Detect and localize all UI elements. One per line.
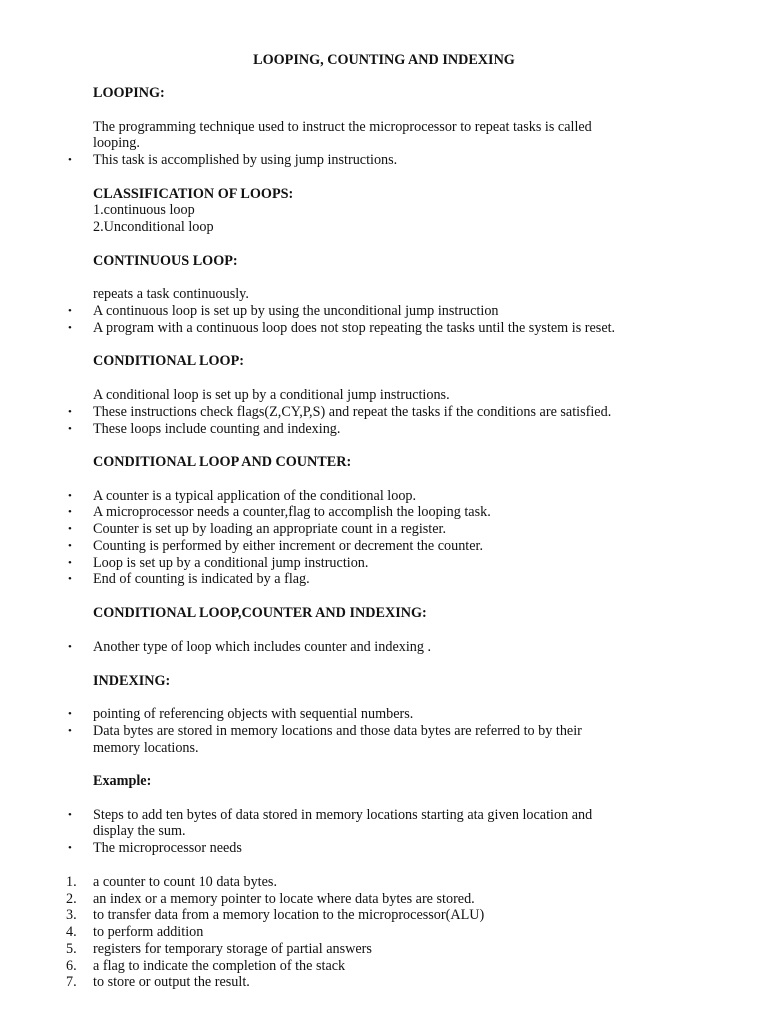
bullet-text: A continuous loop is set up by using the unconditional jump instruction [93, 303, 499, 319]
bullet-text: Loop is set up by a conditional jump instruction. [93, 555, 369, 571]
bullet-icon: • [68, 725, 72, 737]
list-number: 1. [66, 874, 77, 890]
bullet-text: A program with a continuous loop does not stop repeating the tasks until the system is reset. [93, 320, 616, 336]
bullet-icon: • [68, 573, 72, 585]
section-heading-conditional-loop: CONDITIONAL LOOP: [93, 353, 244, 369]
list-number: 2. [66, 891, 77, 907]
list-number: 4. [66, 924, 77, 940]
bullet-icon: • [68, 708, 72, 720]
bullet-icon: • [68, 809, 72, 821]
list-item: 1.continuous loop [93, 202, 195, 218]
bullet-text: End of counting is indicated by a flag. [93, 571, 310, 587]
section-heading-conditional-loop-counter-indexing: CONDITIONAL LOOP,COUNTER AND INDEXING: [93, 605, 427, 621]
numbered-item-text: registers for temporary storage of partial answers [93, 941, 372, 957]
bullet-text: Data bytes are stored in memory locations and those data bytes are referred to by their [93, 723, 582, 739]
section-heading-classification: CLASSIFICATION OF LOOPS: [93, 186, 294, 202]
bullet-icon: • [68, 641, 72, 653]
bullet-text: pointing of referencing objects with sequential numbers. [93, 706, 414, 722]
section-heading-conditional-loop-and-counter: CONDITIONAL LOOP AND COUNTER: [93, 454, 352, 470]
bullet-text: These instructions check flags(Z,CY,P,S) and repeat the tasks if the conditions are satisfied. [93, 404, 612, 420]
bullet-icon: • [68, 540, 72, 552]
bullet-text: Counter is set up by loading an appropriate count in a register. [93, 521, 447, 537]
numbered-item-text: a counter to count 10 data bytes. [93, 874, 277, 890]
bullet-text-continuation: display the sum. [93, 823, 186, 839]
document-title: LOOPING, COUNTING AND INDEXING [253, 52, 515, 68]
numbered-item-text: an index or a memory pointer to locate where data bytes are stored. [93, 891, 475, 907]
bullet-text-continuation: memory locations. [93, 740, 199, 756]
bullet-text: This task is accomplished by using jump instructions. [93, 152, 398, 168]
numbered-item-text: a flag to indicate the completion of the stack [93, 958, 346, 974]
bullet-text: Counting is performed by either increment or decrement the counter. [93, 538, 484, 554]
bullet-icon: • [68, 423, 72, 435]
section-heading-indexing: INDEXING: [93, 673, 171, 689]
numbered-item-text: to transfer data from a memory location to the microprocessor(ALU) [93, 907, 485, 923]
list-number: 7. [66, 974, 77, 990]
section-heading-example: Example: [93, 773, 152, 789]
bullet-icon: • [68, 523, 72, 535]
bullet-icon: • [68, 490, 72, 502]
bullet-icon: • [68, 506, 72, 518]
bullet-icon: • [68, 842, 72, 854]
list-number: 3. [66, 907, 77, 923]
bullet-text: A microprocessor needs a counter,flag to accomplish the looping task. [93, 504, 491, 520]
bullet-text: Steps to add ten bytes of data stored in memory locations starting ata given location and [93, 807, 593, 823]
paragraph-line: A conditional loop is set up by a conditional jump instructions. [93, 387, 450, 403]
list-number: 5. [66, 941, 77, 957]
bullet-text: The microprocessor needs [93, 840, 242, 856]
list-item: 2.Unconditional loop [93, 219, 214, 235]
bullet-icon: • [68, 154, 72, 166]
section-heading-looping: LOOPING: [93, 85, 165, 101]
paragraph-line: looping. [93, 135, 140, 151]
numbered-item-text: to perform addition [93, 924, 204, 940]
bullet-icon: • [68, 322, 72, 334]
bullet-icon: • [68, 305, 72, 317]
numbered-item-text: to store or output the result. [93, 974, 250, 990]
paragraph-line: repeats a task continuously. [93, 286, 249, 302]
bullet-text: Another type of loop which includes counter and indexing . [93, 639, 432, 655]
bullet-icon: • [68, 557, 72, 569]
bullet-text: A counter is a typical application of the conditional loop. [93, 488, 417, 504]
bullet-icon: • [68, 406, 72, 418]
bullet-text: These loops include counting and indexing. [93, 421, 341, 437]
list-number: 6. [66, 958, 77, 974]
section-heading-continuous-loop: CONTINUOUS LOOP: [93, 253, 238, 269]
paragraph-line: The programming technique used to instruct the microprocessor to repeat tasks is called [93, 119, 592, 135]
